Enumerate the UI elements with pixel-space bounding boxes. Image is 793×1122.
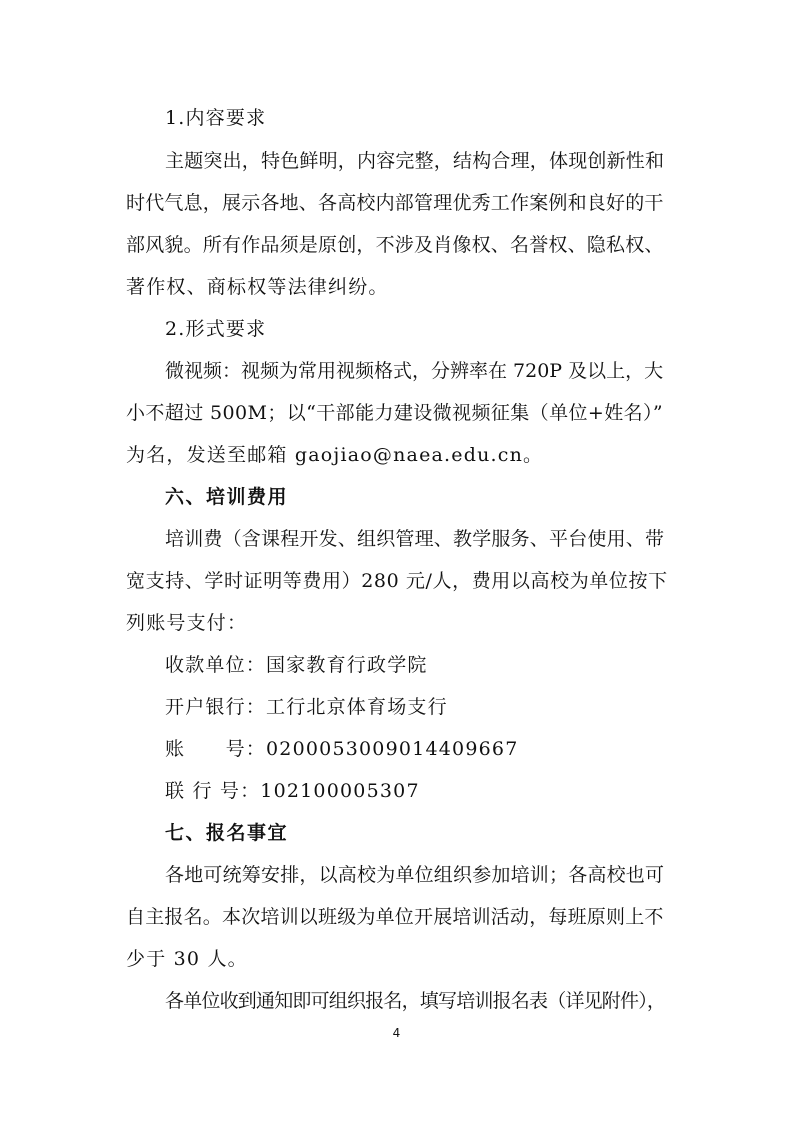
paragraph-line: 各地可统筹安排，以高校为单位组织参加培训；各高校也可 bbox=[165, 864, 665, 886]
bank-line: 开户银行：工行北京体育场支行 bbox=[165, 696, 448, 718]
paragraph-line: 微视频：视频为常用视频格式，分辨率在 720P 及以上，大 bbox=[165, 360, 664, 382]
paragraph-line: 宽支持、学时证明等费用）280 元/人，费用以高校为单位按下 bbox=[126, 570, 668, 592]
paragraph-line: 培训费（含课程开发、组织管理、教学服务、平台使用、带 bbox=[165, 528, 665, 550]
paragraph-line: 少于 30 人。 bbox=[126, 948, 248, 970]
paragraph-line: 各单位收到通知即可组织报名，填写培训报名表（详见附件）， bbox=[165, 990, 666, 1012]
paragraph-line: 主题突出，特色鲜明，内容完整，结构合理，体现创新性和 bbox=[165, 150, 665, 172]
paragraph-line: 部风貌。所有作品须是原创，不涉及肖像权、名誉权、隐私权、 bbox=[126, 234, 664, 256]
paragraph-line: 时代气息，展示各地、各高校内部管理优秀工作案例和良好的干 bbox=[126, 192, 664, 214]
payee-line: 收款单位：国家教育行政学院 bbox=[165, 654, 428, 676]
section-heading-fees: 六、培训费用 bbox=[165, 486, 289, 508]
section-heading-registration: 七、报名事宜 bbox=[165, 822, 289, 844]
paragraph-line: 小不超过 500M；以“干部能力建设微视频征集（单位+姓名）” bbox=[126, 402, 664, 424]
paragraph-line: 为名，发送至邮箱 gaojiao@naea.edu.cn。 bbox=[126, 444, 544, 466]
page-number: 4 bbox=[392, 1026, 401, 1040]
subsection-heading-format: 2.形式要求 bbox=[165, 318, 267, 340]
paragraph-line: 自主报名。本次培训以班级为单位开展培训活动，每班原则上不 bbox=[126, 906, 664, 928]
account-number-line: 账 号：0200053009014409667 bbox=[165, 738, 519, 760]
paragraph-line: 列账号支付： bbox=[126, 612, 248, 634]
paragraph-line: 著作权、商标权等法律纠纷。 bbox=[126, 276, 389, 298]
subsection-heading-content: 1.内容要求 bbox=[165, 107, 267, 129]
bank-code-line: 联 行 号：102100005307 bbox=[165, 780, 420, 802]
